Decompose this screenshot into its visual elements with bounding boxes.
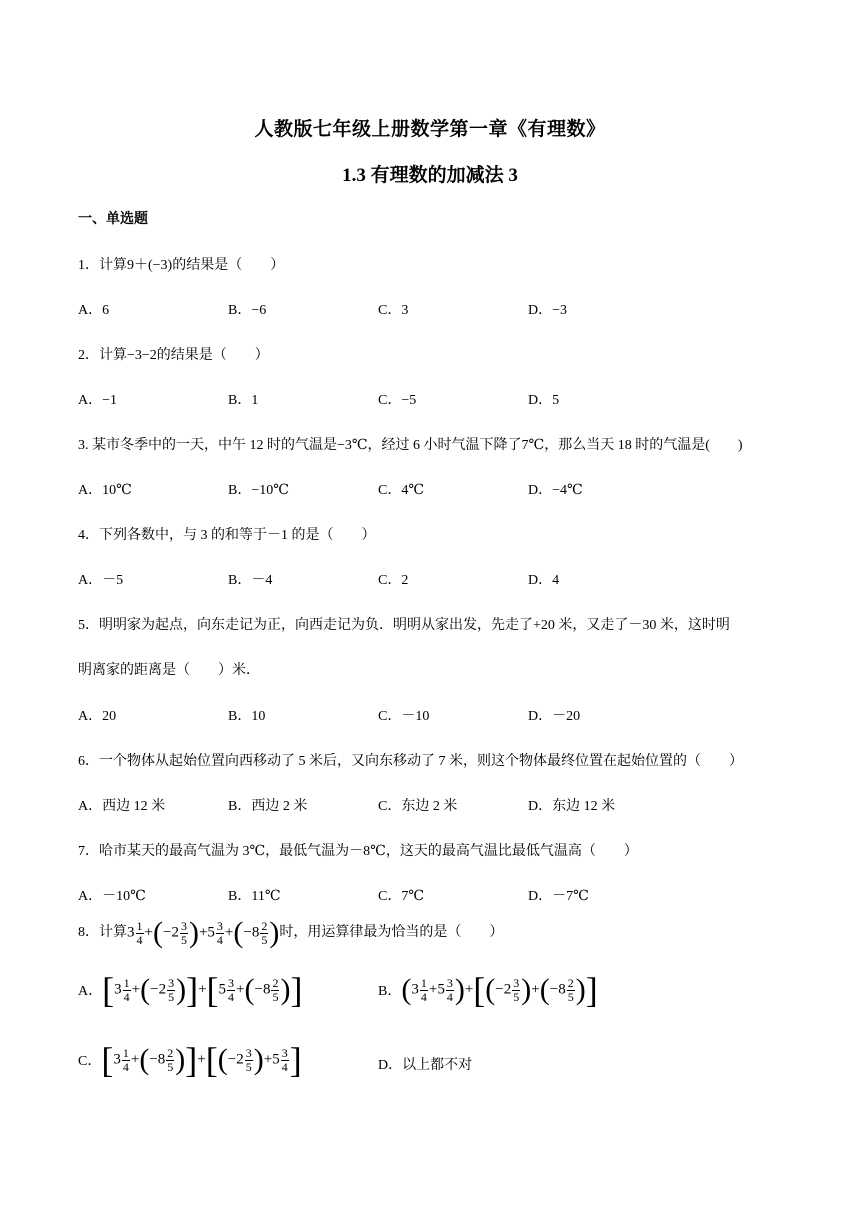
section-heading: 一、单选题 xyxy=(78,212,148,227)
question-6-option-c: C．东边 2 米 xyxy=(378,799,458,814)
question-2-option-d: D．5 xyxy=(528,393,560,408)
question-7-option-d: D．－7℃ xyxy=(528,889,589,904)
question-1-option-c: C．3 xyxy=(378,303,409,318)
question-3-option-a: A．10℃ xyxy=(78,483,132,498)
question-4-option-b: B．－4 xyxy=(228,573,273,588)
question-6-option-d: D．东边 12 米 xyxy=(528,799,616,814)
question-5-option-a: A．20 xyxy=(78,709,117,724)
question-5-option-b: B．10 xyxy=(228,709,266,724)
question-8-option-a: A．[3 $\frac{1}{4}$ +(−2 $\frac{3}{5}$ )]+[5 $\frac{3}{4}$ +(−8 $\frac{2}{5}$ )] xyxy=(78,970,303,1010)
question-8-stem: 8．计算3 $\frac{1}{4}$ +(−2 $\frac{3}{5}$ )+5 $\frac{3}{4}$ +(−8 $\frac{2}{5}$ )时，用运算律最为恰当的是（ ） xyxy=(78,916,504,949)
question-1-option-d: D．−3 xyxy=(528,303,568,318)
question-3-option-b: B．−10℃ xyxy=(228,483,289,498)
page-subtitle: 1.3 有理数的加减法 3 xyxy=(342,165,518,186)
question-3-option-c: C．4℃ xyxy=(378,483,424,498)
question-8-option-d: D．以上都不对 xyxy=(378,1058,473,1073)
question-7-stem: 7．哈市某天的最高气温为 3℃，最低气温为－8℃，这天的最高气温比最低气温高（ ） xyxy=(78,844,638,859)
question-1-stem: 1．计算9＋(−3)的结果是（ ） xyxy=(78,258,285,273)
question-5-stem-line-1: 5．明明家为起点，向东走记为正，向西走记为负．明明从家出发，先走了+20 米，又走了－30 米，这时明 xyxy=(78,618,730,633)
question-7-option-a: A．－10℃ xyxy=(78,889,146,904)
question-2-stem: 2．计算−3−2的结果是（ ） xyxy=(78,348,269,363)
question-4-option-c: C．2 xyxy=(378,573,409,588)
question-2-option-c: C．−5 xyxy=(378,393,417,408)
question-6-option-a: A．西边 12 米 xyxy=(78,799,166,814)
question-8-option-c: C．[3 $\frac{1}{4}$ +(−8 $\frac{2}{5}$ )]+[(−2 $\frac{3}{5}$ )+5 $\frac{3}{4}$ ] xyxy=(78,1040,302,1080)
question-2-option-a: A．−1 xyxy=(78,393,118,408)
question-4-option-d: D．4 xyxy=(528,573,560,588)
question-3-stem: 3. 某市冬季中的一天，中午 12 时的气温是−3℃，经过 6 小时气温下降了7℃，那么当天 18 时的气温是( ) xyxy=(78,438,743,453)
question-1-option-a: A．6 xyxy=(78,303,110,318)
question-4-stem: 4．下列各数中，与 3 的和等于－1 的是（ ） xyxy=(78,528,376,543)
page-title: 人教版七年级上册数学第一章《有理数》 xyxy=(254,119,606,140)
question-7-option-c: C．7℃ xyxy=(378,889,424,904)
question-1-option-b: B．−6 xyxy=(228,303,267,318)
question-8-stem-suffix: 时，用运算律最为恰当的是（ ） xyxy=(279,925,504,941)
question-3-option-d: D．−4℃ xyxy=(528,483,583,498)
question-8-option-b: B．(3 $\frac{1}{4}$ +5 $\frac{3}{4}$ )+[(−2 $\frac{3}{5}$ )+(−8 $\frac{2}{5}$ )] xyxy=(378,970,598,1010)
question-5-option-d: D．－20 xyxy=(528,709,581,724)
question-6-stem: 6．一个物体从起始位置向西移动了 5 米后，又向东移动了 7 米，则这个物体最终位置在起始位置的（ ） xyxy=(78,754,743,769)
question-7-option-b: B．11℃ xyxy=(228,889,281,904)
question-5-option-c: C．－10 xyxy=(378,709,430,724)
question-8-stem-prefix: 8．计算 xyxy=(78,925,127,941)
question-6-option-b: B．西边 2 米 xyxy=(228,799,308,814)
question-5-stem-line-2: 明离家的距离是（ ）米． xyxy=(78,663,260,678)
question-2-option-b: B．1 xyxy=(228,393,259,408)
question-4-option-a: A．－5 xyxy=(78,573,124,588)
